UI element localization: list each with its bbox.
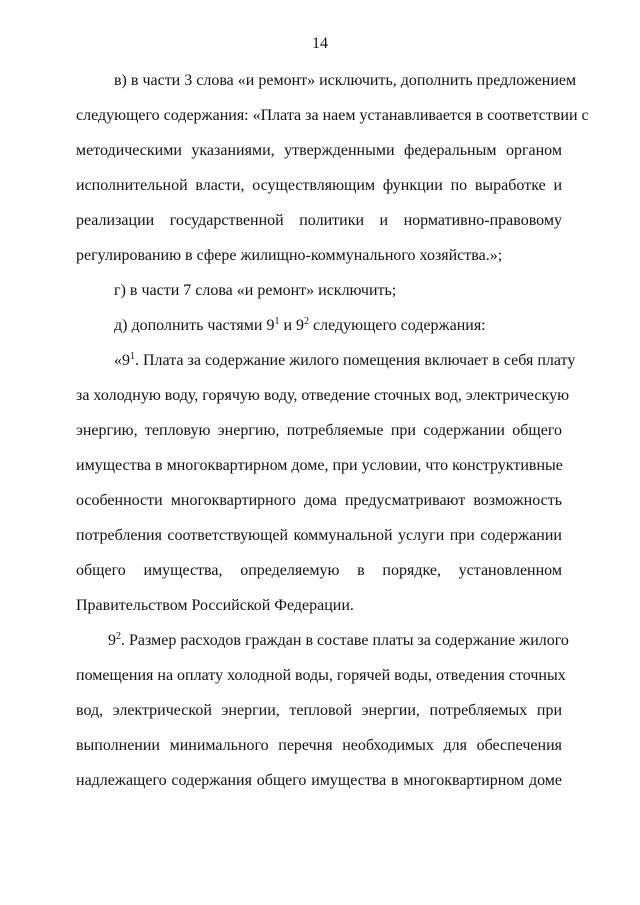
paragraph-9-1-line-4: имущества в многоквартирном доме, при условии, что конструктивные <box>76 457 563 474</box>
paragraph-v-line-3: методическими указаниями, утвержденными федеральным органом <box>76 142 562 159</box>
paragraph-d-text-b: и 9 <box>279 317 304 334</box>
paragraph-9-1-line-2: за холодную воду, горячую воду, отведение сточных вод, электрическую <box>76 387 570 404</box>
paragraph-9-1-line-6: потребления соответствующей коммунальной услуги при содержании <box>76 527 562 544</box>
paragraph-9-2-text-b: . Размер расходов граждан в составе платы за содержание жилого <box>121 632 569 649</box>
paragraph-9-1-line-3: энергию, тепловую энергию, потребляемые при содержании общего <box>76 422 562 439</box>
paragraph-9-2-line-3: вод, электрической энергии, тепловой энергии, потребляемых при <box>76 702 562 719</box>
paragraph-v-line-6: регулированию в сфере жилищно-коммунального хозяйства.»; <box>76 247 503 264</box>
paragraph-9-1-line-1 <box>114 351 576 371</box>
paragraph-9-2-text-a: 9 <box>108 632 116 649</box>
paragraph-d-superscript-2: 2 <box>304 316 309 327</box>
page-number: 14 <box>312 35 328 52</box>
paragraph-d-line-1 <box>114 316 562 336</box>
paragraph-d-text-a: д) дополнить частями 9 <box>114 317 275 334</box>
paragraph-v-line-4: исполнительной власти, осуществляющим функции по выработке и <box>76 177 562 194</box>
paragraph-9-1-line-8: Правительством Российской Федерации. <box>76 597 354 614</box>
paragraph-d-superscript-1: 1 <box>274 316 280 327</box>
paragraph-9-2-line-1 <box>108 631 569 651</box>
paragraph-v-line-1: в) в части 3 слова «и ремонт» исключить, дополнить предложением <box>114 72 577 89</box>
paragraph-9-2-line-4: выполнении минимального перечня необходимых для обеспечения <box>76 737 562 754</box>
paragraph-g-line-1: г) в части 7 слова «и ремонт» исключить; <box>114 282 397 299</box>
paragraph-9-2-line-5: надлежащего содержания общего имущества в многоквартирном доме <box>76 772 562 789</box>
paragraph-v-line-2: следующего содержания: «Плата за наем устанавливается в соответствии с <box>76 107 589 124</box>
paragraph-9-1-line-7: общего имущества, определяемую в порядке, установленном <box>76 562 562 579</box>
paragraph-d-text-c: следующего содержания: <box>309 317 486 334</box>
paragraph-9-1-text-b: . Плата за содержание жилого помещения включает в себя плату <box>135 352 576 369</box>
paragraph-v-line-5: реализации государственной политики и нормативно-правовому <box>76 212 562 229</box>
paragraph-9-2-superscript: 2 <box>116 631 121 642</box>
paragraph-9-2-line-2: помещения на оплату холодной воды, горячей воды, отведения сточных <box>76 667 566 684</box>
paragraph-9-1-superscript: 1 <box>130 351 135 362</box>
paragraph-9-1-line-5: особенности многоквартирного дома предусматривают возможность <box>76 492 562 509</box>
paragraph-9-1-text-a: «9 <box>114 352 130 369</box>
